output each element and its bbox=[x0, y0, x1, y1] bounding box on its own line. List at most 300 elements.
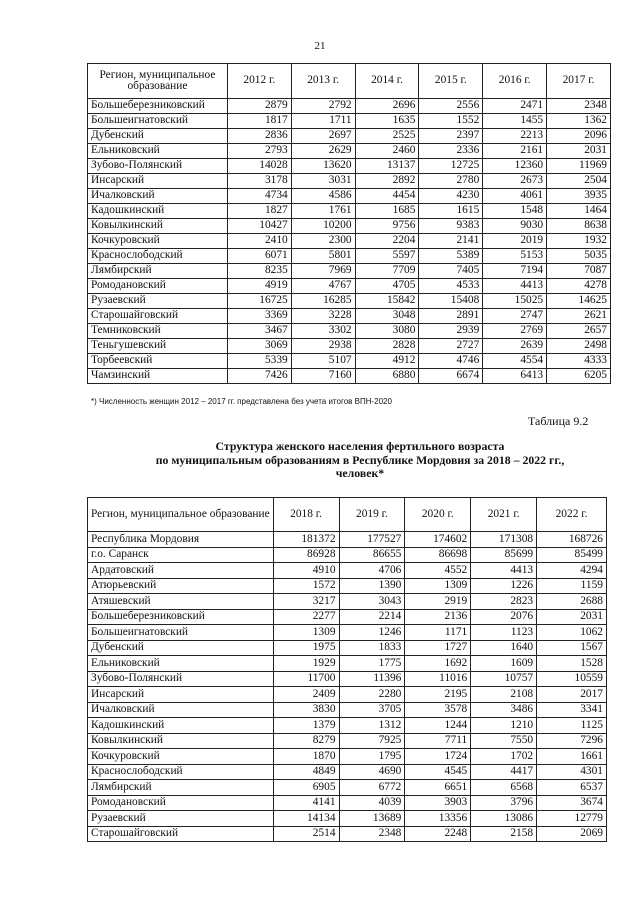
value-cell: 2410 bbox=[227, 234, 291, 249]
value-cell: 2348 bbox=[547, 99, 611, 114]
value-cell: 9030 bbox=[483, 219, 547, 234]
value-cell: 4039 bbox=[339, 795, 405, 811]
value-cell: 1171 bbox=[405, 625, 471, 641]
region-name-cell: Торбеевский bbox=[88, 354, 228, 369]
table-row bbox=[88, 324, 611, 339]
region-name-cell: Кочкуровский bbox=[88, 234, 228, 249]
value-cell: 13356 bbox=[405, 811, 471, 827]
value-cell: 4417 bbox=[471, 764, 537, 780]
value-cell: 2621 bbox=[547, 309, 611, 324]
value-cell: 3080 bbox=[355, 324, 419, 339]
value-cell: 2195 bbox=[405, 687, 471, 703]
value-cell: 2213 bbox=[483, 129, 547, 144]
value-cell: 5107 bbox=[291, 354, 355, 369]
table-label: Таблица 9.2 bbox=[528, 414, 589, 428]
value-cell: 1246 bbox=[339, 625, 405, 641]
value-cell: 3903 bbox=[405, 795, 471, 811]
table-title bbox=[0, 440, 640, 481]
value-cell: 2793 bbox=[227, 144, 291, 159]
value-cell: 2498 bbox=[547, 339, 611, 354]
value-cell: 6651 bbox=[405, 780, 471, 796]
table-row bbox=[88, 234, 611, 249]
value-cell: 181372 bbox=[273, 532, 339, 548]
value-cell: 1685 bbox=[355, 204, 419, 219]
value-cell: 2471 bbox=[483, 99, 547, 114]
table-row bbox=[88, 249, 611, 264]
column-header-year: 2022 г. bbox=[537, 498, 607, 532]
table-row bbox=[88, 749, 607, 765]
value-cell: 13086 bbox=[471, 811, 537, 827]
table-header-row bbox=[88, 64, 611, 99]
column-header-year: 2013 г. bbox=[291, 64, 355, 99]
table-row bbox=[88, 532, 607, 548]
value-cell: 9756 bbox=[355, 219, 419, 234]
value-cell: 2280 bbox=[339, 687, 405, 703]
region-name-cell: Республика Мордовия bbox=[88, 532, 274, 548]
column-header-year: 2020 г. bbox=[405, 498, 471, 532]
region-name-cell: Ковылкинский bbox=[88, 733, 274, 749]
value-cell: 1833 bbox=[339, 640, 405, 656]
value-cell: 13137 bbox=[355, 159, 419, 174]
value-cell: 1929 bbox=[273, 656, 339, 672]
region-name-cell: Краснослободский bbox=[88, 249, 228, 264]
region-name-cell: Большеберезниковский bbox=[88, 609, 274, 625]
value-cell: 1615 bbox=[419, 204, 483, 219]
value-cell: 3796 bbox=[471, 795, 537, 811]
table-row bbox=[88, 687, 607, 703]
value-cell: 2158 bbox=[471, 826, 537, 842]
table-row bbox=[88, 264, 611, 279]
value-cell: 2769 bbox=[483, 324, 547, 339]
region-name-cell: Большеберезниковский bbox=[88, 99, 228, 114]
value-cell: 4554 bbox=[483, 354, 547, 369]
column-header-year: 2015 г. bbox=[419, 64, 483, 99]
value-cell: 2525 bbox=[355, 129, 419, 144]
value-cell: 2823 bbox=[471, 594, 537, 610]
value-cell: 3178 bbox=[227, 174, 291, 189]
value-cell: 6413 bbox=[483, 369, 547, 384]
value-cell: 1827 bbox=[227, 204, 291, 219]
value-cell: 2460 bbox=[355, 144, 419, 159]
value-cell: 1567 bbox=[537, 640, 607, 656]
value-cell: 16285 bbox=[291, 294, 355, 309]
value-cell: 2214 bbox=[339, 609, 405, 625]
value-cell: 85499 bbox=[537, 547, 607, 563]
value-cell: 3369 bbox=[227, 309, 291, 324]
value-cell: 4545 bbox=[405, 764, 471, 780]
table-row bbox=[88, 702, 607, 718]
value-cell: 1640 bbox=[471, 640, 537, 656]
value-cell: 1210 bbox=[471, 718, 537, 734]
value-cell: 1226 bbox=[471, 578, 537, 594]
value-cell: 4141 bbox=[273, 795, 339, 811]
value-cell: 174602 bbox=[405, 532, 471, 548]
value-cell: 7296 bbox=[537, 733, 607, 749]
column-header-year: 2014 г. bbox=[355, 64, 419, 99]
value-cell: 86698 bbox=[405, 547, 471, 563]
value-cell: 6071 bbox=[227, 249, 291, 264]
table-row bbox=[88, 578, 607, 594]
table-row bbox=[88, 795, 607, 811]
value-cell: 7711 bbox=[405, 733, 471, 749]
value-cell: 3578 bbox=[405, 702, 471, 718]
region-name-cell: Ромодановский bbox=[88, 279, 228, 294]
page-number: 21 bbox=[314, 40, 326, 52]
value-cell: 7550 bbox=[471, 733, 537, 749]
table-row bbox=[88, 594, 607, 610]
value-cell: 2277 bbox=[273, 609, 339, 625]
table-row bbox=[88, 369, 611, 384]
value-cell: 2504 bbox=[547, 174, 611, 189]
value-cell: 14028 bbox=[227, 159, 291, 174]
value-cell: 4533 bbox=[419, 279, 483, 294]
value-cell: 2939 bbox=[419, 324, 483, 339]
value-cell: 4278 bbox=[547, 279, 611, 294]
value-cell: 1635 bbox=[355, 114, 419, 129]
value-cell: 5339 bbox=[227, 354, 291, 369]
value-cell: 1609 bbox=[471, 656, 537, 672]
value-cell: 4552 bbox=[405, 563, 471, 579]
value-cell: 1390 bbox=[339, 578, 405, 594]
value-cell: 1244 bbox=[405, 718, 471, 734]
value-cell: 2108 bbox=[471, 687, 537, 703]
value-cell: 6568 bbox=[471, 780, 537, 796]
region-name-cell: Кочкуровский bbox=[88, 749, 274, 765]
column-header-year: 2012 г. bbox=[227, 64, 291, 99]
value-cell: 7925 bbox=[339, 733, 405, 749]
value-cell: 2696 bbox=[355, 99, 419, 114]
value-cell: 1062 bbox=[537, 625, 607, 641]
value-cell: 2688 bbox=[537, 594, 607, 610]
value-cell: 14625 bbox=[547, 294, 611, 309]
value-cell: 2673 bbox=[483, 174, 547, 189]
value-cell: 4454 bbox=[355, 189, 419, 204]
value-cell: 4734 bbox=[227, 189, 291, 204]
value-cell: 1455 bbox=[483, 114, 547, 129]
value-cell: 4061 bbox=[483, 189, 547, 204]
value-cell: 1572 bbox=[273, 578, 339, 594]
region-name-cell: Ковылкинский bbox=[88, 219, 228, 234]
table-2012-2017 bbox=[87, 63, 611, 384]
region-name-cell: Атяшевский bbox=[88, 594, 274, 610]
value-cell: 4705 bbox=[355, 279, 419, 294]
value-cell: 1692 bbox=[405, 656, 471, 672]
value-cell: 1975 bbox=[273, 640, 339, 656]
value-cell: 3048 bbox=[355, 309, 419, 324]
region-name-cell: Большеигнатовский bbox=[88, 114, 228, 129]
value-cell: 4706 bbox=[339, 563, 405, 579]
value-cell: 2076 bbox=[471, 609, 537, 625]
region-name-cell: Атюрьевский bbox=[88, 578, 274, 594]
value-cell: 2629 bbox=[291, 144, 355, 159]
table-row bbox=[88, 625, 607, 641]
region-name-cell: Ичалковский bbox=[88, 189, 228, 204]
value-cell: 11969 bbox=[547, 159, 611, 174]
value-cell: 2300 bbox=[291, 234, 355, 249]
value-cell: 4919 bbox=[227, 279, 291, 294]
value-cell: 2017 bbox=[537, 687, 607, 703]
value-cell: 86655 bbox=[339, 547, 405, 563]
value-cell: 2336 bbox=[419, 144, 483, 159]
value-cell: 11396 bbox=[339, 671, 405, 687]
value-cell: 10559 bbox=[537, 671, 607, 687]
table-row bbox=[88, 671, 607, 687]
value-cell: 2747 bbox=[483, 309, 547, 324]
region-name-cell: Старошайговский bbox=[88, 826, 274, 842]
table-row bbox=[88, 547, 607, 563]
value-cell: 4910 bbox=[273, 563, 339, 579]
table-row bbox=[88, 129, 611, 144]
value-cell: 2514 bbox=[273, 826, 339, 842]
region-name-cell: Чамзинский bbox=[88, 369, 228, 384]
table-row bbox=[88, 144, 611, 159]
value-cell: 5597 bbox=[355, 249, 419, 264]
value-cell: 11700 bbox=[273, 671, 339, 687]
region-name-cell: г.о. Саранск bbox=[88, 547, 274, 563]
region-name-cell: Кадошкинский bbox=[88, 204, 228, 219]
value-cell: 1870 bbox=[273, 749, 339, 765]
value-cell: 168726 bbox=[537, 532, 607, 548]
value-cell: 3069 bbox=[227, 339, 291, 354]
region-name-cell: Зубово-Полянский bbox=[88, 159, 228, 174]
region-name-cell: Инсарский bbox=[88, 174, 228, 189]
value-cell: 4301 bbox=[537, 764, 607, 780]
table-row bbox=[88, 174, 611, 189]
value-cell: 1312 bbox=[339, 718, 405, 734]
value-cell: 177527 bbox=[339, 532, 405, 548]
value-cell: 5035 bbox=[547, 249, 611, 264]
table-row bbox=[88, 279, 611, 294]
value-cell: 10757 bbox=[471, 671, 537, 687]
table-row bbox=[88, 114, 611, 129]
value-cell: 2639 bbox=[483, 339, 547, 354]
table-row bbox=[88, 656, 607, 672]
value-cell: 1724 bbox=[405, 749, 471, 765]
value-cell: 12360 bbox=[483, 159, 547, 174]
value-cell: 3341 bbox=[537, 702, 607, 718]
region-name-cell: Рузаевский bbox=[88, 294, 228, 309]
region-name-cell: Ардатовский bbox=[88, 563, 274, 579]
value-cell: 4767 bbox=[291, 279, 355, 294]
value-cell: 5389 bbox=[419, 249, 483, 264]
region-name-cell: Темниковский bbox=[88, 324, 228, 339]
value-cell: 2891 bbox=[419, 309, 483, 324]
value-cell: 2161 bbox=[483, 144, 547, 159]
value-cell: 7160 bbox=[291, 369, 355, 384]
value-cell: 2697 bbox=[291, 129, 355, 144]
value-cell: 85699 bbox=[471, 547, 537, 563]
value-cell: 1727 bbox=[405, 640, 471, 656]
value-cell: 15408 bbox=[419, 294, 483, 309]
table-row bbox=[88, 733, 607, 749]
value-cell: 1711 bbox=[291, 114, 355, 129]
value-cell: 4230 bbox=[419, 189, 483, 204]
value-cell: 4413 bbox=[471, 563, 537, 579]
table-row bbox=[88, 764, 607, 780]
value-cell: 6905 bbox=[273, 780, 339, 796]
value-cell: 6537 bbox=[537, 780, 607, 796]
table-row bbox=[88, 189, 611, 204]
value-cell: 2919 bbox=[405, 594, 471, 610]
value-cell: 3228 bbox=[291, 309, 355, 324]
value-cell: 2938 bbox=[291, 339, 355, 354]
value-cell: 6880 bbox=[355, 369, 419, 384]
value-cell: 4690 bbox=[339, 764, 405, 780]
region-name-cell: Лямбирский bbox=[88, 780, 274, 796]
value-cell: 1159 bbox=[537, 578, 607, 594]
region-name-cell: Ичалковский bbox=[88, 702, 274, 718]
value-cell: 1817 bbox=[227, 114, 291, 129]
value-cell: 2096 bbox=[547, 129, 611, 144]
value-cell: 4746 bbox=[419, 354, 483, 369]
value-cell: 5153 bbox=[483, 249, 547, 264]
value-cell: 6205 bbox=[547, 369, 611, 384]
value-cell: 11016 bbox=[405, 671, 471, 687]
region-name-cell: Ельниковский bbox=[88, 144, 228, 159]
value-cell: 1932 bbox=[547, 234, 611, 249]
value-cell: 2248 bbox=[405, 826, 471, 842]
region-name-cell: Краснослободский bbox=[88, 764, 274, 780]
value-cell: 3674 bbox=[537, 795, 607, 811]
table-row bbox=[88, 99, 611, 114]
table-row bbox=[88, 609, 607, 625]
value-cell: 2019 bbox=[483, 234, 547, 249]
value-cell: 13689 bbox=[339, 811, 405, 827]
value-cell: 1702 bbox=[471, 749, 537, 765]
value-cell: 9383 bbox=[419, 219, 483, 234]
value-cell: 2828 bbox=[355, 339, 419, 354]
value-cell: 14134 bbox=[273, 811, 339, 827]
column-header-year: 2021 г. bbox=[471, 498, 537, 532]
region-name-cell: Кадошкинский bbox=[88, 718, 274, 734]
table-row bbox=[88, 309, 611, 324]
value-cell: 8235 bbox=[227, 264, 291, 279]
value-cell: 12725 bbox=[419, 159, 483, 174]
table-row bbox=[88, 219, 611, 234]
value-cell: 6674 bbox=[419, 369, 483, 384]
value-cell: 1379 bbox=[273, 718, 339, 734]
table-row bbox=[88, 826, 607, 842]
value-cell: 2397 bbox=[419, 129, 483, 144]
value-cell: 1548 bbox=[483, 204, 547, 219]
value-cell: 1123 bbox=[471, 625, 537, 641]
value-cell: 4294 bbox=[537, 563, 607, 579]
value-cell: 12779 bbox=[537, 811, 607, 827]
value-cell: 86928 bbox=[273, 547, 339, 563]
value-cell: 2031 bbox=[547, 144, 611, 159]
region-name-cell: Зубово-Полянский bbox=[88, 671, 274, 687]
value-cell: 7405 bbox=[419, 264, 483, 279]
table-row bbox=[88, 204, 611, 219]
value-cell: 7709 bbox=[355, 264, 419, 279]
value-cell: 3043 bbox=[339, 594, 405, 610]
value-cell: 8279 bbox=[273, 733, 339, 749]
value-cell: 1125 bbox=[537, 718, 607, 734]
value-cell: 1309 bbox=[273, 625, 339, 641]
footnote: *) Численность женщин 2012 – 2017 гг. представлена без учета итогов ВПН-2020 bbox=[91, 397, 392, 406]
value-cell: 16725 bbox=[227, 294, 291, 309]
table-2018-2022 bbox=[87, 497, 607, 842]
value-cell: 1661 bbox=[537, 749, 607, 765]
value-cell: 15025 bbox=[483, 294, 547, 309]
value-cell: 13620 bbox=[291, 159, 355, 174]
value-cell: 4413 bbox=[483, 279, 547, 294]
value-cell: 3217 bbox=[273, 594, 339, 610]
value-cell: 3486 bbox=[471, 702, 537, 718]
region-name-cell: Дубенский bbox=[88, 640, 274, 656]
column-header-year: 2018 г. bbox=[273, 498, 339, 532]
value-cell: 7194 bbox=[483, 264, 547, 279]
value-cell: 1795 bbox=[339, 749, 405, 765]
region-name-cell: Старошайговский bbox=[88, 309, 228, 324]
region-name-cell: Рузаевский bbox=[88, 811, 274, 827]
table-row bbox=[88, 640, 607, 656]
value-cell: 4333 bbox=[547, 354, 611, 369]
value-cell: 6772 bbox=[339, 780, 405, 796]
value-cell: 1464 bbox=[547, 204, 611, 219]
value-cell: 3302 bbox=[291, 324, 355, 339]
value-cell: 4586 bbox=[291, 189, 355, 204]
value-cell: 15842 bbox=[355, 294, 419, 309]
value-cell: 2141 bbox=[419, 234, 483, 249]
value-cell: 1761 bbox=[291, 204, 355, 219]
value-cell: 2836 bbox=[227, 129, 291, 144]
value-cell: 1552 bbox=[419, 114, 483, 129]
value-cell: 2780 bbox=[419, 174, 483, 189]
value-cell: 171308 bbox=[471, 532, 537, 548]
value-cell: 3031 bbox=[291, 174, 355, 189]
value-cell: 1309 bbox=[405, 578, 471, 594]
table-row bbox=[88, 339, 611, 354]
region-name-cell: Лямбирский bbox=[88, 264, 228, 279]
value-cell: 2409 bbox=[273, 687, 339, 703]
value-cell: 7969 bbox=[291, 264, 355, 279]
value-cell: 8638 bbox=[547, 219, 611, 234]
value-cell: 3705 bbox=[339, 702, 405, 718]
value-cell: 2657 bbox=[547, 324, 611, 339]
value-cell: 1528 bbox=[537, 656, 607, 672]
value-cell: 2069 bbox=[537, 826, 607, 842]
value-cell: 2348 bbox=[339, 826, 405, 842]
value-cell: 4849 bbox=[273, 764, 339, 780]
table-row bbox=[88, 294, 611, 309]
table-row bbox=[88, 159, 611, 174]
value-cell: 2727 bbox=[419, 339, 483, 354]
region-name-cell: Дубенский bbox=[88, 129, 228, 144]
value-cell: 10427 bbox=[227, 219, 291, 234]
value-cell: 1362 bbox=[547, 114, 611, 129]
column-header-year: 2017 г. bbox=[547, 64, 611, 99]
value-cell: 7426 bbox=[227, 369, 291, 384]
value-cell: 5801 bbox=[291, 249, 355, 264]
title-line-1: Структура женского населения фертильного возраста bbox=[215, 439, 505, 453]
value-cell: 10200 bbox=[291, 219, 355, 234]
value-cell: 7087 bbox=[547, 264, 611, 279]
table-row bbox=[88, 811, 607, 827]
value-cell: 2136 bbox=[405, 609, 471, 625]
value-cell: 2792 bbox=[291, 99, 355, 114]
value-cell: 1775 bbox=[339, 656, 405, 672]
value-cell: 3467 bbox=[227, 324, 291, 339]
column-header-region: Регион, муниципальное образование bbox=[88, 64, 228, 99]
table-row bbox=[88, 718, 607, 734]
region-name-cell: Ромодановский bbox=[88, 795, 274, 811]
table-header-row bbox=[88, 498, 607, 532]
title-line-2: по муниципальным образованиям в Республике Мордовия за 2018 – 2022 гг., bbox=[155, 452, 565, 467]
value-cell: 2031 bbox=[537, 609, 607, 625]
column-header-year: 2019 г. bbox=[339, 498, 405, 532]
region-name-cell: Ельниковский bbox=[88, 656, 274, 672]
